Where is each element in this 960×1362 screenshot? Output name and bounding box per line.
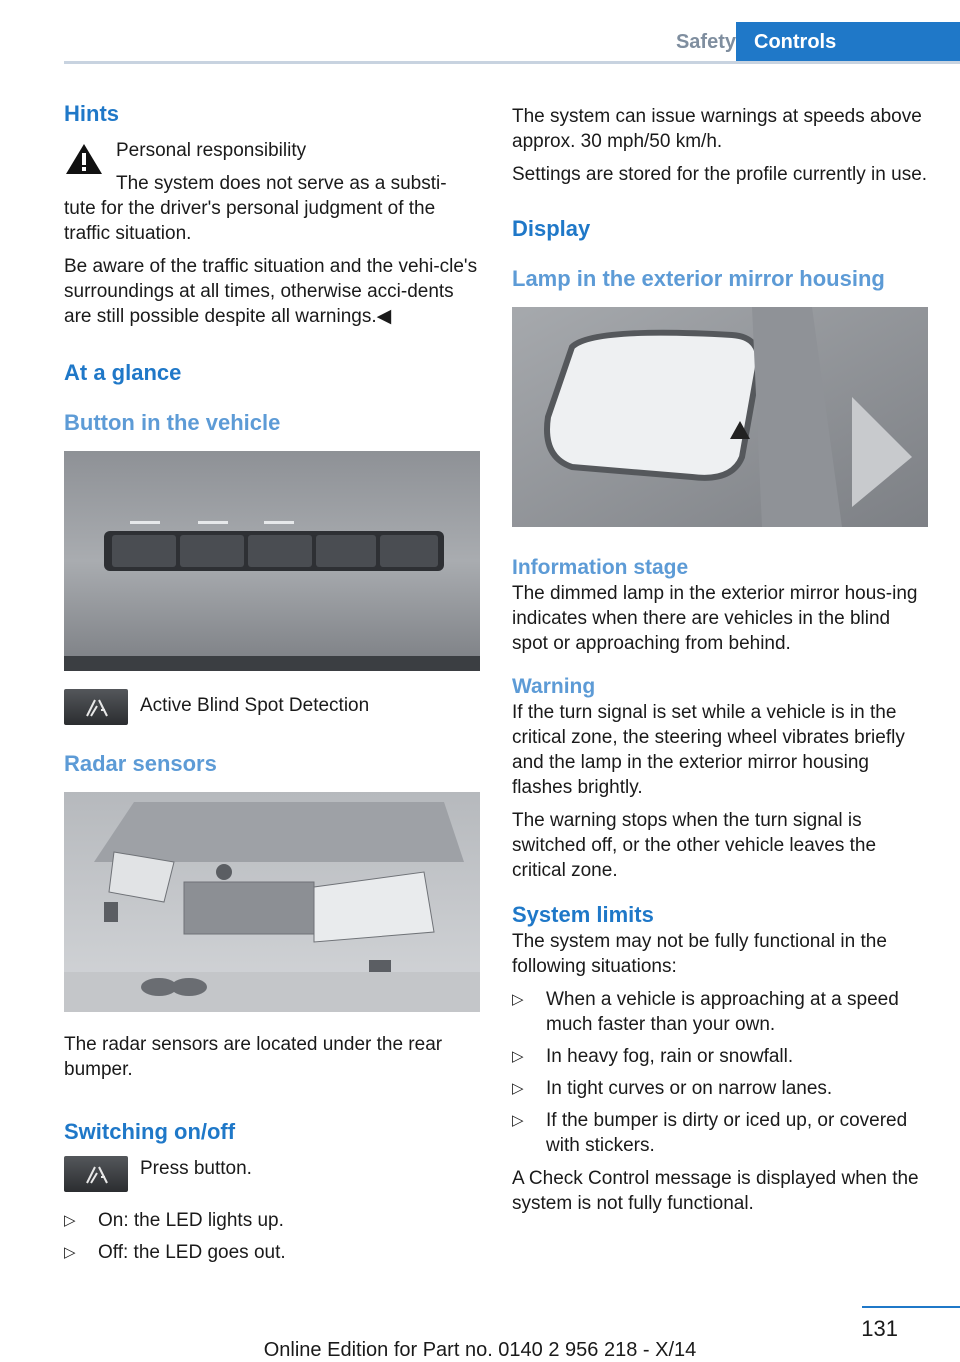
footer-edition: Online Edition for Part no. 0140 2 956 218 - X/14 (263, 1339, 697, 1361)
limits-list (512, 987, 928, 1158)
at-a-glance-heading: At a glance (64, 360, 182, 385)
info-stage-heading: Information stage (512, 556, 689, 579)
page-number: 131 (861, 1316, 898, 1341)
mirror-photo (512, 307, 928, 527)
awareness-text: Be aware of the traffic situation and the vehi-cle's surroundings at all times, otherwise acci-dents are still possible despite all warnings.◀ (64, 256, 478, 327)
rear-bumper-photo (64, 792, 480, 1012)
button-in-vehicle-heading: Button in the vehicle (64, 410, 281, 435)
press-button-text: Press button. (140, 1158, 252, 1179)
list-item: ▷ In tight curves or on narrow lanes. (512, 1076, 928, 1101)
warning-title: Personal responsibility (116, 140, 307, 161)
check-control-text: A Check Control message is displayed when the system is not fully functional. (512, 1168, 919, 1214)
switch-list (64, 1208, 482, 1265)
header-tab-controls[interactable]: Controls (736, 22, 960, 62)
lamp-heading: Lamp in the exterior mirror housing (512, 266, 885, 291)
header-tab-safety[interactable]: Safety (675, 31, 736, 53)
list-item: ▷ On: the LED lights up. (64, 1208, 482, 1233)
radar-text: The radar sensors are located under the rear bumper. (64, 1034, 443, 1080)
blind-spot-button-icon-2 (64, 1156, 128, 1192)
speed-text: The system can issue warnings at speeds above approx. 30 mph/50 km/h. (512, 106, 922, 152)
header-rule (64, 61, 960, 64)
switching-heading: Switching on/off (64, 1119, 236, 1144)
settings-text: Settings are stored for the profile currently in use. (512, 164, 928, 185)
warning-triangle-icon (64, 142, 104, 176)
button-caption-row (64, 689, 482, 726)
footer-rule (862, 1306, 960, 1308)
warning-text-1: The system does not serve as a substi- (116, 173, 447, 194)
system-limits-heading: System limits (512, 902, 654, 927)
limits-intro: The system may not be fully functional in the following situations: (512, 931, 887, 977)
warning-heading: Warning (512, 675, 596, 698)
list-item: ▷ Off: the LED goes out. (64, 1240, 482, 1265)
radar-sensors-heading: Radar sensors (64, 751, 217, 776)
list-item: ▷ When a vehicle is approaching at a speed much faster than your own. (512, 987, 928, 1037)
warning-text-2: tute for the driver's personal judgment of the traffic situation. (64, 198, 436, 244)
warning-text: If the turn signal is set while a vehicle is in the critical zone, the steering wheel vibrates briefly and the lamp in the exterior mirror housing flashes brightly. (512, 702, 905, 798)
button-panel-photo (64, 451, 480, 671)
warning-stop-text: The warning stops when the turn signal is switched off, or the other vehicle leaves the critical zone. (512, 810, 877, 881)
right-column (512, 104, 928, 1224)
blind-spot-button-icon (64, 689, 128, 725)
info-text: The dimmed lamp in the exterior mirror hous-ing indicates when there are vehicles in the blind spot or approaching from behind. (512, 583, 918, 654)
button-caption: Active Blind Spot Detection (140, 695, 370, 716)
press-button-row (64, 1156, 482, 1192)
warning-box (64, 138, 482, 196)
list-item: ▷ In heavy fog, rain or snowfall. (512, 1044, 928, 1069)
display-heading: Display (512, 216, 591, 241)
left-column (64, 100, 482, 1273)
list-item: ▷ If the bumper is dirty or iced up, or covered with stickers. (512, 1108, 928, 1158)
hints-heading: Hints (64, 101, 119, 126)
